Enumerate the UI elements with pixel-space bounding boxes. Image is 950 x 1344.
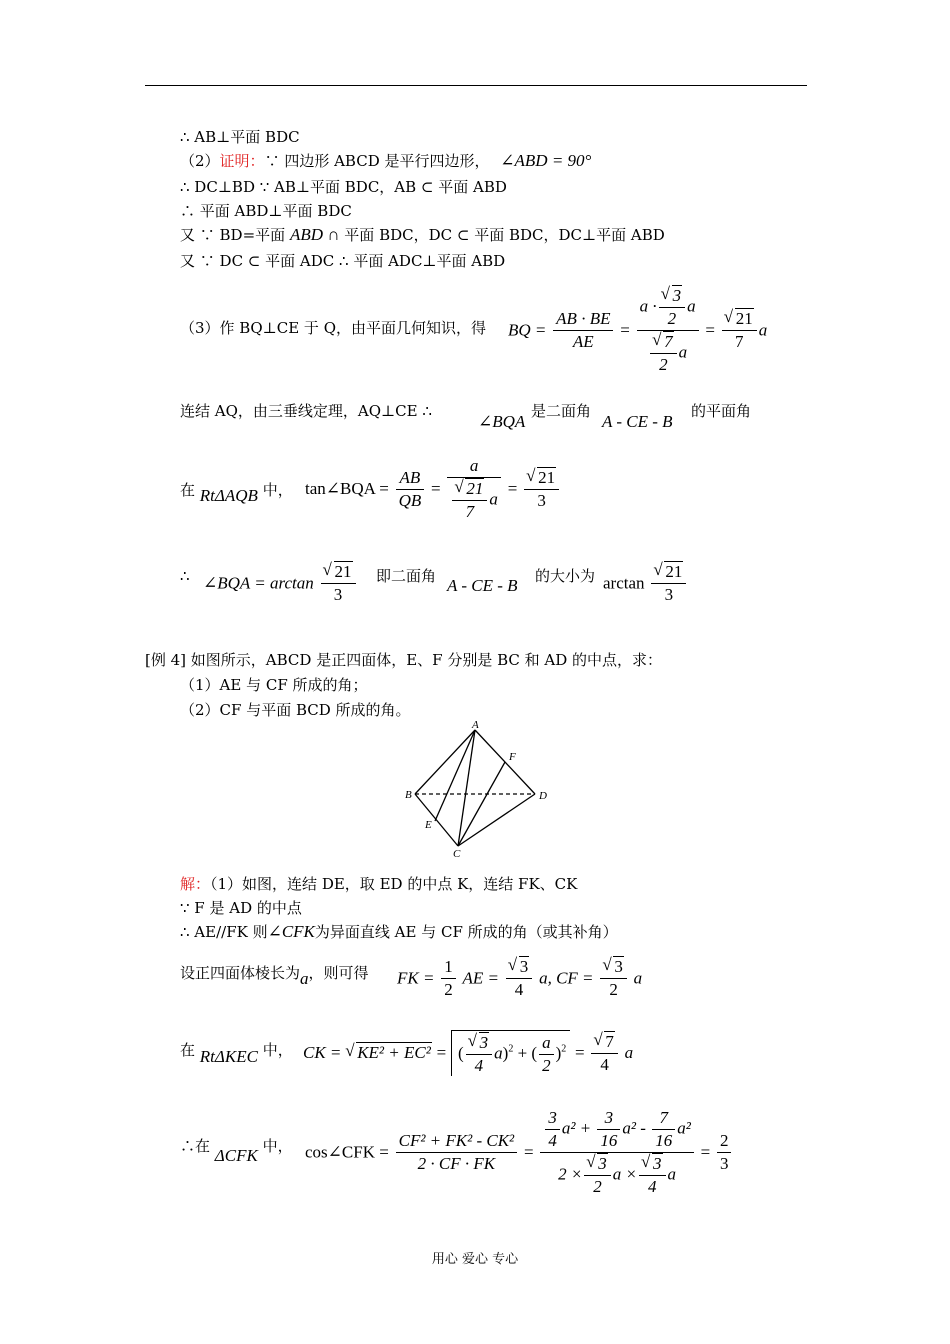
question-1: （1）AE 与 CF 所成的角； <box>180 676 368 694</box>
math-expression: ∠CFK <box>267 922 315 941</box>
text: ∴ <box>180 567 190 585</box>
text-line: 连结 AQ，由三垂线定理，AQ⊥CE ∴ <box>180 402 432 420</box>
math-expression: ABD ∩ <box>289 225 340 244</box>
fraction: $\frac{AB \cdot BE}{AE}$ <box>553 309 613 352</box>
sqrt-large: ( √ $\frac{3}{4}$ a)$^2$ + ( $\frac{a}{2}$ )$^2$ <box>451 1030 570 1076</box>
math-lhs: ∠BQA = arctan <box>203 573 314 593</box>
math-expression: RtΔAQB <box>199 486 258 505</box>
equals: = <box>705 320 715 340</box>
fraction: $\frac{1}{2}$ <box>441 957 456 1000</box>
text: 在 <box>180 481 196 499</box>
text-line <box>180 874 577 894</box>
fraction: √ $\frac{21}{3}$ <box>651 562 686 605</box>
fraction: √ $\frac{7}{4}$ <box>591 1032 618 1075</box>
text-line <box>180 151 591 171</box>
text: 中， <box>262 1041 293 1059</box>
text: 的大小为 <box>535 567 596 585</box>
fraction-compound: a · √ $\frac{3}{2}$ a √ $\frac{7}{2}$ a <box>637 286 699 375</box>
text: ∵ 四边形 ABCD 是平行四边形， <box>264 152 490 170</box>
text-line <box>180 963 369 988</box>
math-expression: a, CF = <box>539 968 594 988</box>
text: 即二面角 <box>376 567 437 585</box>
example-title: [例 4] 如图所示，ABCD 是正四面体，E、F 分别是 BC 和 AD 的中点，求： <box>145 651 663 669</box>
label-C: C <box>453 848 461 860</box>
math-expression: A - CE - B <box>602 412 673 431</box>
math-lhs: cos∠CFK = <box>305 1142 389 1162</box>
text-line: 又 ∵ DC ⊂ 平面 ADC ∴ 平面 ADC⊥平面 ABD <box>180 252 506 270</box>
math-expression: ∠BQA <box>478 412 526 431</box>
math-block-fk <box>397 957 642 1000</box>
text: ∴ AE//FK 则 <box>180 923 268 941</box>
text: 中， <box>262 1137 293 1155</box>
fraction: √ $\frac{3}{4}$ <box>506 957 533 1000</box>
text: 在 <box>180 1041 196 1059</box>
text-line: ∴ DC⊥BD ∵ AB⊥平面 BDC，AB ⊂ 平面 ABD <box>180 178 507 196</box>
text: （1）如图，连结 DE，取 ED 的中点 K，连结 FK、CK <box>210 875 578 893</box>
math-expression: RtΔKEC <box>199 1047 258 1066</box>
text: ，则可得 <box>308 964 369 982</box>
math-expression: A - CE - B <box>447 576 518 595</box>
text-line <box>180 922 618 942</box>
fraction: √ $\frac{21}{3}$ <box>524 468 559 511</box>
variable: a <box>633 968 643 988</box>
text: 平面 BDC，DC ⊂ 平面 BDC，DC⊥平面 ABD <box>344 226 665 244</box>
math-block-bq <box>508 286 767 375</box>
text-line: ∵ F 是 AD 的中点 <box>180 899 302 917</box>
question-2: （2）CF 与平面 BCD 所成的角。 <box>180 701 411 719</box>
fraction: √ $\frac{21}{7}$ <box>722 309 757 352</box>
sqrt-expression: √ KE² + EC² <box>346 1043 432 1063</box>
math-block-ck: CK = √ KE² + EC² = ( √ $\frac{3}{4}$ a)$^2$ + ( $\frac{a}{2}$ )$^2$ = √ $\frac{7}{4}$ a <box>303 1030 633 1076</box>
part-number: （2） <box>180 152 220 170</box>
fraction-compound: $\frac{3}{4}$ a² + $\frac{3}{16}$ a² - $\frac{7}{16}$ a² 2 × √ $\frac{3}{2}$ a × √ $\frac{3}{4}$ a <box>540 1108 693 1197</box>
text: 中， <box>262 481 293 499</box>
math-expression: AE = <box>462 968 500 988</box>
text-line <box>180 225 665 245</box>
math-lhs: tan∠BQA = <box>305 479 389 498</box>
fraction: √ $\frac{21}{3}$ <box>321 562 356 605</box>
math-expression: ΔCFK <box>214 1146 258 1165</box>
math-block-arctan-2 <box>603 562 688 605</box>
tetrahedron-figure <box>395 718 555 860</box>
math-lhs: CK = <box>303 1043 342 1062</box>
variable: a <box>758 320 768 340</box>
math-block-tan: tan∠BQA = $\frac{AB}{QB}$ = a √ $\frac{21}{7}$ a = √ $\frac{21}{3}$ <box>305 456 561 522</box>
text-line: （3）作 BQ⊥CE 于 Q，由平面几何知识，得 <box>180 319 487 337</box>
text-line <box>180 1040 293 1066</box>
text-line <box>180 1136 293 1165</box>
variable: a <box>300 969 309 988</box>
fraction: $\frac{2}{3}$ <box>717 1131 732 1174</box>
text: 是二面角 <box>531 402 592 420</box>
text: 又 ∵ BD=平面 <box>180 226 286 244</box>
label-B: B <box>405 789 412 801</box>
text: ∴在 <box>180 1137 211 1155</box>
fraction: √ $\frac{3}{2}$ <box>600 957 627 1000</box>
solution-label: 解： <box>180 875 211 893</box>
header-rule <box>145 85 807 86</box>
proof-label: 证明： <box>219 152 265 170</box>
math-expression: ∠ABD = 90° <box>500 151 592 170</box>
text-line: ∴ 平面 ABD⊥平面 BDC <box>180 202 352 220</box>
label-A: A <box>472 719 479 731</box>
fraction: $\frac{\text{CF² + FK² - CK²}}{2 \cdot CF \cdot FK}$ <box>396 1131 518 1174</box>
equals: = <box>620 320 630 340</box>
math-lhs: FK = <box>397 968 435 988</box>
text: 为异面直线 AE 与 CF 所成的角（或其补角） <box>314 923 618 941</box>
fraction-compound: a √ $\frac{21}{7}$ a <box>447 456 501 522</box>
fraction: $\frac{AB}{QB}$ <box>396 468 425 511</box>
text-line <box>180 480 293 505</box>
math-block-cos: cos∠CFK = $\frac{\text{CF² + FK² - CK²}}{2 \cdot CF \cdot FK}$ = $\frac{3}{4}$ a² + $\frac{3}{16}$ a² - $\frac{7}{16}$ a² 2 × √ $\frac{3}{2}$ a × √ $\frac{3}{4}$ a = $\frac{2}{3}$ <box>305 1108 733 1197</box>
text: 设正四面体棱长为 <box>180 964 301 982</box>
math-lhs: arctan <box>603 573 645 593</box>
label-E: E <box>425 819 432 831</box>
footer: 用心 爱心 专心 <box>431 1252 519 1267</box>
label-F: F <box>509 751 516 763</box>
math-lhs: BQ = <box>508 320 547 340</box>
math-block-arctan <box>203 562 358 605</box>
text: 的平面角 <box>691 402 752 420</box>
text-line: ∴ AB⊥平面 BDC <box>180 128 300 146</box>
label-D: D <box>539 790 547 802</box>
